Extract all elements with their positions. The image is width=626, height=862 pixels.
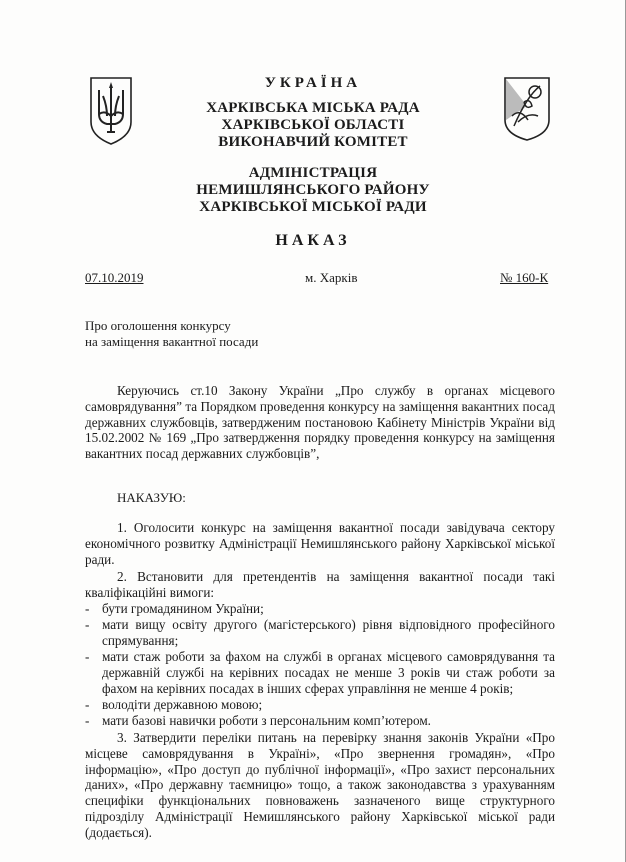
order-date: 07.10.2019	[85, 270, 144, 285]
requirement-item	[85, 649, 555, 697]
subject-line-2: на заміщення вакантної посади	[85, 334, 259, 349]
admin-line-3: ХАРКІВСЬКОЇ МІСЬКОЇ РАДИ	[199, 199, 427, 215]
requirement-text: мати вищу освіту другого (магістерського) рівня відповідного професійного спрямування;	[102, 617, 555, 648]
requirement-item	[85, 697, 555, 713]
subject-line-1: Про оголошення конкурсу	[85, 318, 231, 333]
requirement-dash: -	[85, 617, 90, 632]
admin-line-1: АДМІНІСТРАЦІЯ	[248, 165, 378, 181]
requirement-text: володіти державною мовою;	[102, 697, 263, 712]
order-number: № 160-К	[500, 270, 549, 285]
requirement-text: мати базові навички роботи з персональним комп’ютером.	[102, 713, 431, 728]
order-word: НАКАЗУЮ:	[117, 490, 186, 505]
requirement-item	[85, 617, 555, 649]
council-line-2: ХАРКІВСЬКОЇ ОБЛАСТІ	[221, 117, 405, 133]
requirement-item	[85, 601, 555, 617]
requirement-text: мати стаж роботи за фахом на службі в органах місцевого самоврядування та державній службі на керівних посадах не менше 3 років чи стаж роботи за фахом на керівних посадах в інших сферах управління не менше 4 років;	[102, 649, 555, 696]
order-item-2: 2. Встановити для претендентів на заміщення вакантної посади такі кваліфікаційні вимоги:	[85, 569, 555, 600]
order-place: м. Харків	[305, 270, 358, 285]
preamble-paragraph: Керуючись ст.10 Закону України „Про службу в органах місцевого самоврядування” та Порядком проведення конкурсу на заміщення вакантних посад державних службовців, затвердженим постановою Кабінету Міністрів України від 15.02.2002 № 169 „Про затвердження порядку проведення конкурсу на заміщення вакантних посад державних службовців”,	[85, 383, 555, 462]
order-item-1: 1. Оголосити конкурс на заміщення вакантної посади завідувача сектору економічного розвитку Адміністрації Немишлянського району Харківської міської ради.	[85, 520, 555, 567]
requirement-dash: -	[85, 697, 90, 712]
requirement-dash: -	[85, 601, 90, 616]
requirement-text: бути громадянином України;	[102, 601, 264, 616]
order-item-3: 3. Затвердити переліки питань на перевірку знання законів України «Про місцеве самоврядування в Україні», «Про звернення громадян», «Про інформацію», «Про доступ до публічної інформації», «Про захист персональних даних», «Про державну таємницю» тощо, а також законодавства з урахуванням специфіки функціональних повноважень зазначеного вище структурного підрозділу Адміністрації Немишлянського району Харківської міської ради (додається).	[85, 730, 555, 840]
requirement-dash: -	[85, 713, 90, 728]
document-type-title: НАКАЗ	[275, 232, 351, 249]
requirement-dash: -	[85, 649, 90, 664]
admin-line-2: НЕМИШЛЯНСЬКОГО РАЙОНУ	[196, 182, 430, 198]
council-line-3: ВИКОНАВЧИЙ КОМІТЕТ	[218, 134, 408, 150]
country-title: УКРАЇНА	[264, 75, 362, 91]
council-line-1: ХАРКІВСЬКА МІСЬКА РАДА	[206, 100, 420, 116]
requirement-item	[85, 713, 555, 729]
